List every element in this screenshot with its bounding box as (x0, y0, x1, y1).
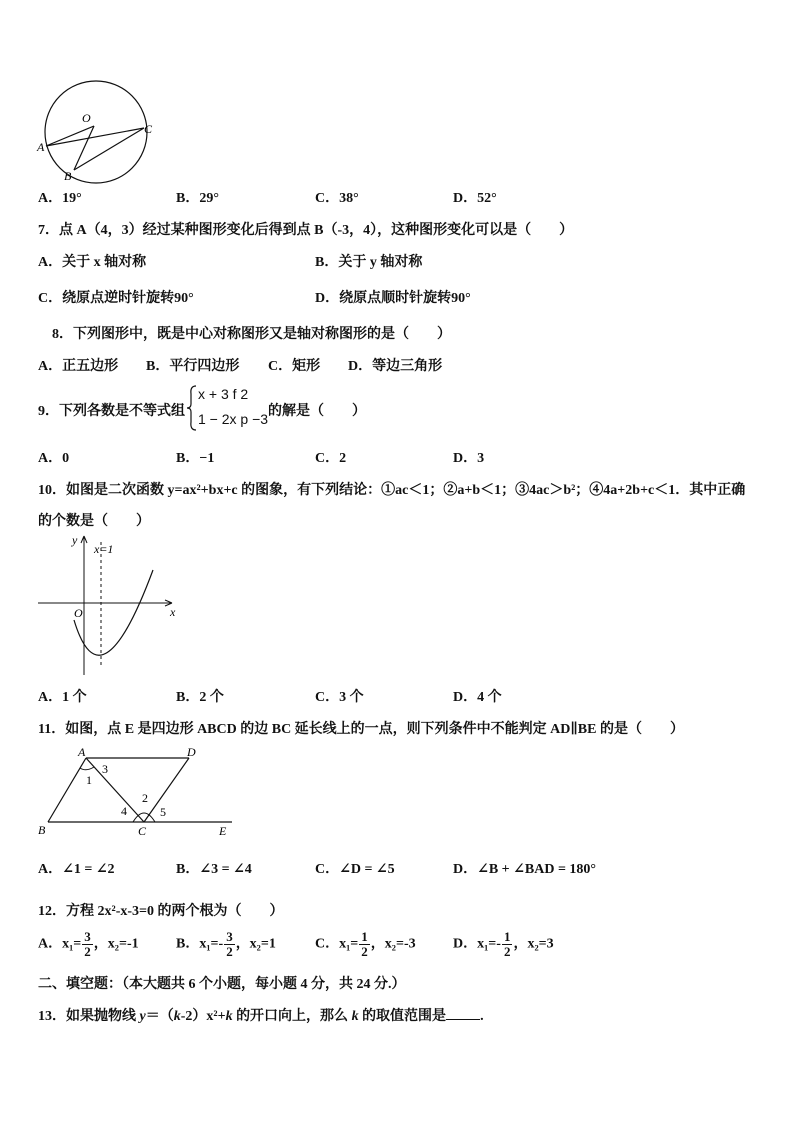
q9-system-line2: 1 − 2x p −3 (198, 411, 269, 427)
q6-option-a[interactable]: A．19° (38, 191, 82, 206)
q9-stem-post: 的解是（ ） (268, 404, 366, 419)
label-b: B (38, 823, 46, 837)
label-d: D (187, 745, 196, 759)
q11-option-c[interactable]: C．∠D = ∠5 (315, 862, 395, 877)
label-angle-2: 2 (142, 791, 148, 805)
label-angle-5: 5 (160, 805, 166, 819)
label-y: y (72, 533, 78, 547)
angle-arc-a (80, 767, 94, 770)
q12-option-d[interactable] (453, 930, 554, 959)
q12-a-pre: A．x₁= (38, 936, 82, 952)
q12-d-fraction: $\frac{1}{2}$ (503, 929, 511, 959)
q9-option-a[interactable]: A．0 (38, 451, 70, 466)
label-axis: x=1 (94, 542, 114, 556)
q7-option-b[interactable]: B．关于 y 轴对称 (315, 255, 423, 270)
q8-stem: 8．下列图形中，既是中心对称图形又是轴对称图形的是（ ） (52, 327, 451, 342)
label-origin: O (74, 606, 83, 620)
q12-b-fraction: $\frac{3}{2}$ (226, 929, 233, 959)
q10-stem-line2: 的个数是（ ） (38, 514, 150, 529)
segment-ac (86, 758, 144, 822)
q12-stem: 12．方程 2x²-x-3=0 的两个根为（ ） (38, 904, 284, 919)
q12-b-pre: B．x₁=- (176, 936, 224, 952)
segment-cd (144, 758, 189, 822)
q9-option-d[interactable]: D．3 (453, 451, 485, 466)
q12-option-a[interactable] (38, 930, 139, 959)
q8-option-b[interactable]: B．平行四边形 (146, 359, 240, 374)
label-x: x (170, 605, 176, 619)
q13-stem: 13．如果抛物线 y＝（k-2）x²+k 的开口向上，那么 k 的取值范围是 . (38, 1009, 484, 1024)
label-angle-1: 1 (86, 773, 92, 787)
q11-option-a[interactable]: A．∠1 = ∠2 (38, 862, 115, 877)
q12-a-fraction: $\frac{3}{2}$ (84, 929, 91, 959)
q10-option-c[interactable]: C．3 个 (315, 690, 364, 705)
q11-stem: 11．如图，点 E 是四边形 ABCD 的边 BC 延长线上的一点，则下列条件中不能判定 AD∥BE 的是（ ） (38, 722, 684, 737)
q7-option-d[interactable]: D．绕原点顺时针旋转90° (315, 291, 471, 306)
q7-option-c[interactable]: C．绕原点逆时针旋转90° (38, 291, 194, 306)
label-e: E (219, 824, 227, 838)
section-2-heading: 二、填空题：（本大题共 6 个小题，每小题 4 分，共 24 分.） (38, 977, 406, 992)
label-b: B (64, 169, 72, 183)
q10-option-d[interactable]: D．4 个 (453, 690, 502, 705)
q6-option-d[interactable]: D．52° (453, 191, 497, 206)
label-a: A (78, 745, 86, 759)
label-c: C (138, 824, 147, 838)
label-angle-3: 3 (102, 762, 108, 776)
q12-b-post: ，x₂=1 (235, 936, 276, 952)
label-c: C (144, 122, 153, 136)
q9-option-b[interactable]: B．−1 (176, 451, 215, 466)
q9-stem-pre: 9．下列各数是不等式组 (38, 404, 185, 419)
q6-option-b[interactable]: B．29° (176, 191, 219, 206)
q8-option-c[interactable]: C．矩形 (268, 359, 321, 374)
q11-option-d[interactable]: D．∠B + ∠BAD = 180° (453, 862, 597, 877)
q12-d-pre: D．x₁=- (453, 936, 501, 952)
parabola-curve (74, 570, 153, 655)
q6-circle-figure (34, 76, 158, 184)
q8-option-d[interactable]: D．等边三角形 (348, 359, 443, 374)
q10-stem-line1: 10．如图是二次函数 y=ax²+bx+c 的图象，有下列结论：①ac＜1；②a+b＜1；③4ac＞b²；④4a+2b+c＜1．其中正确 (38, 483, 746, 498)
q11-quadrilateral-figure (34, 742, 238, 840)
q9-system-line1: x + 3 f 2 (198, 386, 249, 402)
q12-a-post: ，x₂=-1 (93, 936, 139, 952)
q9-option-c[interactable]: C．2 (315, 451, 347, 466)
q10-option-b[interactable]: B．2 个 (176, 690, 224, 705)
q10-option-a[interactable]: A．1 个 (38, 690, 87, 705)
q12-option-b[interactable] (176, 930, 276, 959)
q13-answer-blank[interactable] (446, 1007, 480, 1020)
q11-option-b[interactable]: B．∠3 = ∠4 (176, 862, 252, 877)
q7-option-a[interactable]: A．关于 x 轴对称 (38, 255, 147, 270)
q12-c-post: ，x₂=-3 (370, 936, 416, 952)
q12-c-fraction: $\frac{1}{2}$ (361, 929, 368, 959)
q9-brace (186, 384, 198, 432)
q12-option-c[interactable] (315, 930, 416, 959)
q6-option-c[interactable]: C．38° (315, 191, 359, 206)
label-a: A (37, 140, 45, 154)
q12-c-pre: C．x₁= (315, 936, 359, 952)
q12-d-post: ，x₂=3 (513, 936, 554, 952)
label-angle-4: 4 (121, 804, 127, 818)
q7-stem: 7．点 A（4，3）经过某种图形变化后得到点 B（-3，4），这种图形变化可以是（ ） (38, 223, 574, 238)
q8-option-a[interactable]: A．正五边形 (38, 359, 119, 374)
q10-parabola-figure (34, 532, 184, 678)
label-o: O (82, 111, 91, 125)
circle-o (45, 81, 147, 183)
